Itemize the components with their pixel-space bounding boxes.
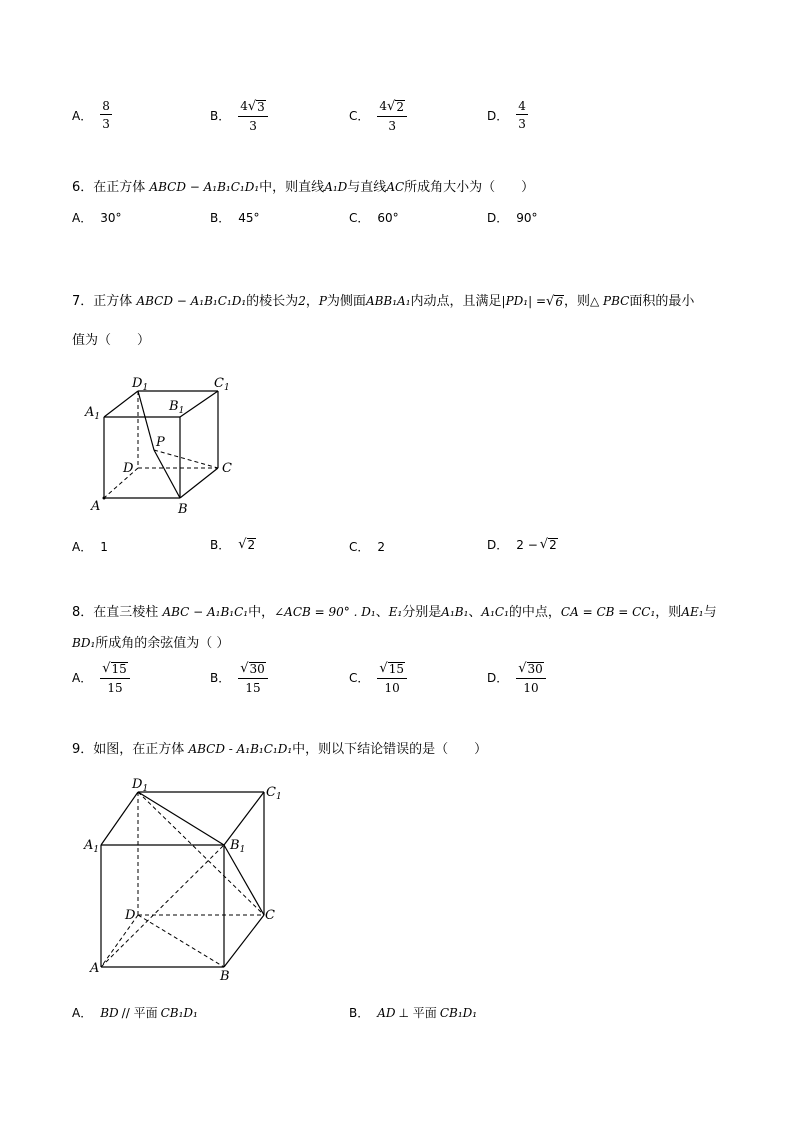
- label-b: B: [220, 969, 230, 984]
- label-c1: $C_1$: [214, 376, 230, 393]
- label-d1: $D_1$: [132, 777, 149, 794]
- option-label: D．: [487, 108, 509, 123]
- fraction: 4 √ 2 3: [377, 100, 407, 132]
- q5-option-d: [487, 100, 528, 130]
- label-b: B: [178, 502, 188, 517]
- q9-stem: 9．如图，在正方体 ABCD - A₁B₁C₁D₁中，则以下结论错误的是（ ）: [72, 742, 488, 757]
- fraction: 4 √ 3 3: [238, 100, 268, 132]
- q7-option-b: B． √ 2: [210, 536, 256, 552]
- q7-stem: 7．正方体 ABCD − A₁B₁C₁D₁的棱长为2，P为侧面ABB₁A₁内动点，且满足|PD₁| = √ 6 ，则△ PBC面积的最小: [72, 294, 695, 309]
- q7-cube-figure: [80, 370, 250, 520]
- q7-option-a: A． 1: [72, 539, 108, 554]
- q6-option-a: A． 30°: [72, 210, 122, 225]
- label-a: A: [91, 499, 101, 514]
- label-d1: $D_1$: [132, 376, 149, 393]
- q9-option-a: A． BD // 平面 CB₁D₁: [72, 1005, 198, 1020]
- label-c1: $C_1$: [266, 785, 282, 802]
- q8-option-d: D． √ 30 10: [487, 662, 546, 694]
- q5-option-c: [349, 100, 407, 132]
- option-label: C．: [349, 109, 370, 124]
- q7-option-c: C． 2: [349, 539, 386, 554]
- q6-option-b: B． 45°: [210, 210, 260, 225]
- option-label: B．: [210, 109, 231, 124]
- label-a1: $A_1$: [85, 405, 101, 422]
- fraction: $\frac{8}{3}$: [102, 99, 110, 131]
- label-b1: $B_1$: [230, 838, 246, 855]
- fraction: $\frac{4}{3}$: [518, 99, 526, 131]
- q5-option-b: [210, 100, 268, 132]
- label-b1: $B_1$: [169, 399, 185, 416]
- label-a1: $A_1$: [84, 838, 100, 855]
- q8-option-b: B． √ 30 15: [210, 662, 268, 694]
- option-label: A．: [72, 108, 93, 123]
- q6-option-c: C． 60°: [349, 210, 399, 225]
- q8-option-c: C． √ 15 10: [349, 662, 407, 694]
- q8-option-a: A． √ 15 15: [72, 662, 130, 694]
- label-a: A: [90, 961, 100, 976]
- label-c: C: [265, 908, 275, 923]
- label-d: D: [123, 461, 134, 476]
- q6-stem: 6．在正方体 ABCD − A₁B₁C₁D₁中，则直线A₁D与直线AC所成角大小为（ ）: [72, 180, 535, 195]
- label-c: C: [222, 461, 232, 476]
- q8-stem-line2: BD₁所成角的余弦值为（ ）: [72, 636, 230, 651]
- label-p: P: [156, 435, 165, 450]
- q6-option-d: D． 90°: [487, 210, 538, 225]
- q7-stem-line2: 值为（ ）: [72, 333, 151, 348]
- q5-option-a: [72, 100, 112, 130]
- q9-option-b: B． AD ⊥ 平面 CB₁D₁: [349, 1005, 478, 1020]
- label-d: D: [125, 908, 136, 923]
- q7-option-d: D． 2 − √ 2: [487, 536, 557, 552]
- q9-cube-figure: [80, 770, 300, 985]
- q8-stem: 8．在直三棱柱 ABC − A₁B₁C₁中，∠ACB = 90° . D₁、E₁分别是A₁B₁、A₁C₁的中点，CA = CB = CC₁，则AE₁与: [72, 605, 717, 620]
